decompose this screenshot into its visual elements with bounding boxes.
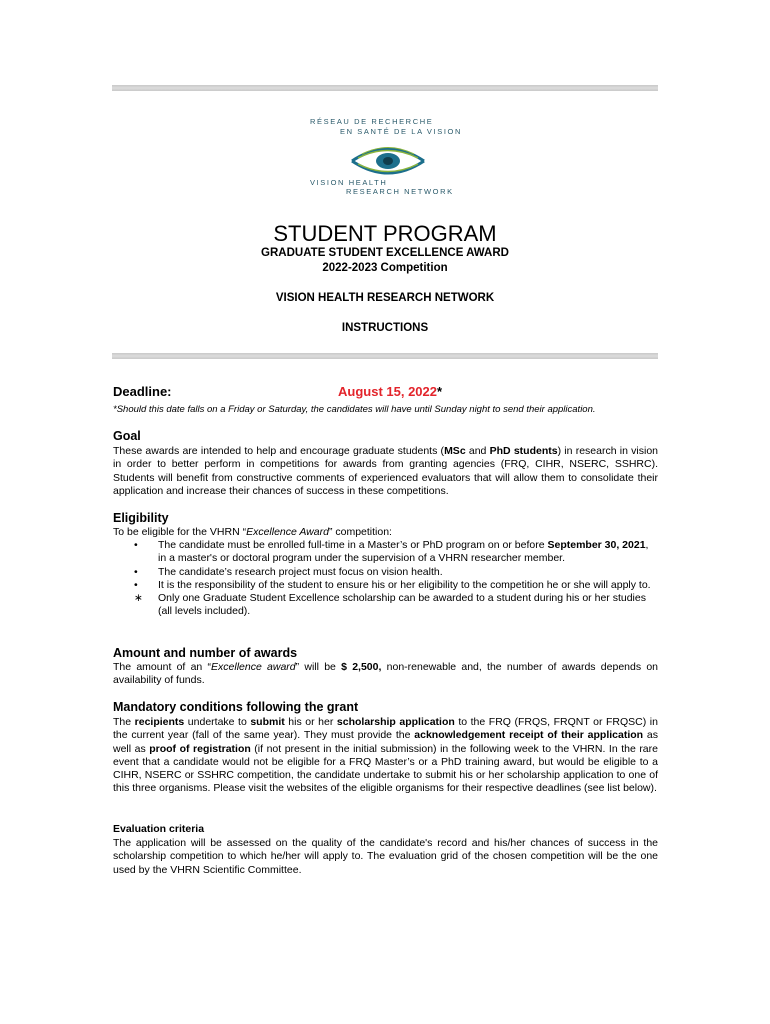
amount-heading: Amount and number of awards — [113, 646, 298, 660]
logo-line-1: RÉSEAU DE RECHERCHE — [310, 117, 434, 126]
mandatory-heading: Mandatory conditions following the grant — [113, 700, 359, 714]
eligibility-list — [113, 539, 658, 619]
logo-line-3: VISION HEALTH — [310, 178, 388, 187]
goal-paragraph: These awards are intended to help and encourage graduate students (MSc and PhD students) in research in vision in order to better perform in competitions for awards from granting agencies (FRQ, CIHR, NSERC, SSHRC). Students will benefit from constructive comments of experienced evaluators that will allow them to consolidate their application and increase their chances of success in these competitions. — [113, 445, 658, 497]
deadline-note: *Should this date falls on a Friday or Saturday, the candidates will have until Sunday night to send their application. — [113, 404, 596, 415]
goal-heading: Goal — [113, 429, 141, 443]
logo-line-4: RESEARCH NETWORK — [346, 187, 454, 196]
eye-icon — [348, 141, 428, 181]
amount-paragraph: The amount of an “Excellence award” will be $ 2,500, non-renewable and, the number of awards depends on availability of funds. — [113, 661, 659, 687]
deadline-date — [338, 384, 442, 399]
vhrn-logo — [308, 117, 478, 199]
deadline-date-text: August 15, 2022 — [338, 384, 437, 399]
evaluation-paragraph: The application will be assessed on the quality of the candidate's record and his/her chances of success in the scholarship competition to which he/her will apply to. The evaluation grid of the chosen competition will be the one used by the VHRN Scientific Committee. — [113, 837, 658, 876]
logo-line-2: EN SANTÉ DE LA VISION — [340, 127, 462, 136]
deadline-label: Deadline: — [113, 384, 172, 399]
network-name: VISION HEALTH RESEARCH NETWORK — [275, 292, 495, 304]
award-title: GRADUATE STUDENT EXCELLENCE AWARD — [261, 247, 509, 259]
list-item: • It is the responsibility of the student to ensure his or her eligibility to the competition he or she will apply to. — [134, 578, 651, 591]
competition-year: 2022-2023 Competition — [322, 262, 448, 274]
eligibility-heading: Eligibility — [113, 511, 169, 525]
deadline-star: * — [437, 384, 443, 399]
list-item: • The candidate must be enrolled full-time in a Master’s or PhD program on or before September 30, 2021, in a master's or doctoral program under the supervision of a VHRN researcher member. — [134, 539, 649, 565]
eligibility-intro: To be eligible for the VHRN “Excellence Award” competition: — [113, 526, 392, 538]
mandatory-paragraph: The recipients undertake to submit his or her scholarship application to the FRQ (FRQS, FRQNT or FRQSC) in the current year (fall of the same year). They must provide the acknowledgement receipt of their application as well as proof of registration (if not present in the initial submission) in the following week to the VHRN. In the rare event that a candidate would not be eligible for a FRQ Master’s or a PhD training award, but would be eligible to a CIHR, NSERC or SSHRC competition, the candidate undertake to submit his or her scholarship application to one of this three organisms. Please visit the websites of the eligible organisms for their respective deadlines (see list below). — [113, 716, 659, 795]
evaluation-heading: Evaluation criteria — [113, 823, 205, 835]
list-item: • The candidate’s research project must focus on vision health. — [134, 565, 443, 578]
instructions-heading: INSTRUCTIONS — [341, 322, 429, 334]
list-item: ∗ Only one Graduate Student Excellence scholarship can be awarded to a student during his or her studies (all levels included). — [134, 592, 646, 618]
top-divider — [112, 85, 658, 91]
page-title: STUDENT PROGRAM — [273, 221, 497, 246]
header-divider — [112, 353, 658, 359]
